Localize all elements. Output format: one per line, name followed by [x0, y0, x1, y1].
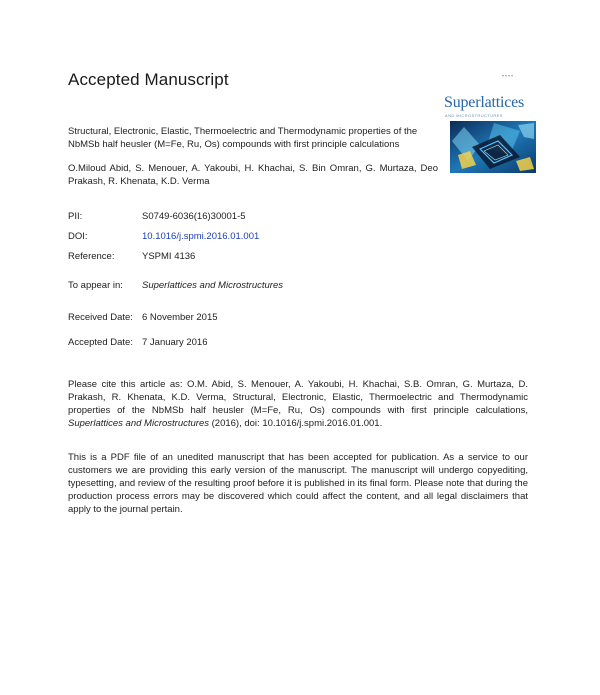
pii-value: S0749-6036(16)30001-5: [142, 211, 246, 222]
cover-image-icon: [450, 121, 536, 173]
article-title: Structural, Electronic, Elastic, Thermoelectric and Thermodynamic properties of the NbMSb half heusler (M=Fe, Ru, Os) compounds with first principle calculations: [68, 126, 418, 150]
citation-text: Please cite this article as: O.M. Abid, S. Menouer, A. Yakoubi, H. Khachai, S.B. Omran, G. Murtaza, D. Prakash, R. Khenata, K.D. Verma, Structural, Electronic, Elastic, Thermoelectric and Thermodynamic properties of the NbMSb half heusler (M=Fe, Ru, Os) compounds with first principle calculations,: [68, 379, 528, 416]
citation-paragraph: [68, 378, 528, 430]
journal-subtitle: AND MICROSTRUCTURES: [445, 113, 503, 118]
page-title: Accepted Manuscript: [68, 70, 229, 89]
pii-label: PII:: [68, 211, 83, 222]
reference-label: Reference:: [68, 251, 115, 262]
journal-name: Superlattices: [444, 94, 525, 111]
citation-doi-text: (2016), doi: 10.1016/j.spmi.2016.01.001.: [208, 418, 383, 429]
received-label: Received Date:: [68, 312, 133, 323]
journal-cover: [442, 72, 552, 172]
accepted-label: Accepted Date:: [68, 337, 133, 348]
disclaimer-paragraph: This is a PDF file of an unedited manuscript that has been accepted for publication. As a service to our customers we are providing this early version of the manuscript. The manuscript will undergo copyediting, typesetting, and review of the resulting proof before it is published in its final form. Please note that during the production process errors may be discovered which could affect the content, and all legal disclaimers that apply to the journal pertain.: [68, 452, 528, 515]
article-authors: O.Miloud Abid, S. Menouer, A. Yakoubi, H. Khachai, S. Bin Omran, G. Murtaza, Deo Prakash, R. Khenata, K.D. Verma: [68, 163, 438, 187]
appear-label: To appear in:: [68, 280, 123, 291]
reference-value: YSPMI 4136: [142, 251, 196, 262]
citation-journal: Superlattices and Microstructures: [68, 418, 209, 429]
received-value: 6 November 2015: [142, 312, 218, 323]
doi-link[interactable]: 10.1016/j.spmi.2016.01.001: [142, 231, 260, 242]
doi-label: DOI:: [68, 231, 88, 242]
accepted-value: 7 January 2016: [142, 337, 208, 348]
journal-badge: * * * *: [502, 74, 513, 79]
appear-value: Superlattices and Microstructures: [142, 280, 283, 291]
